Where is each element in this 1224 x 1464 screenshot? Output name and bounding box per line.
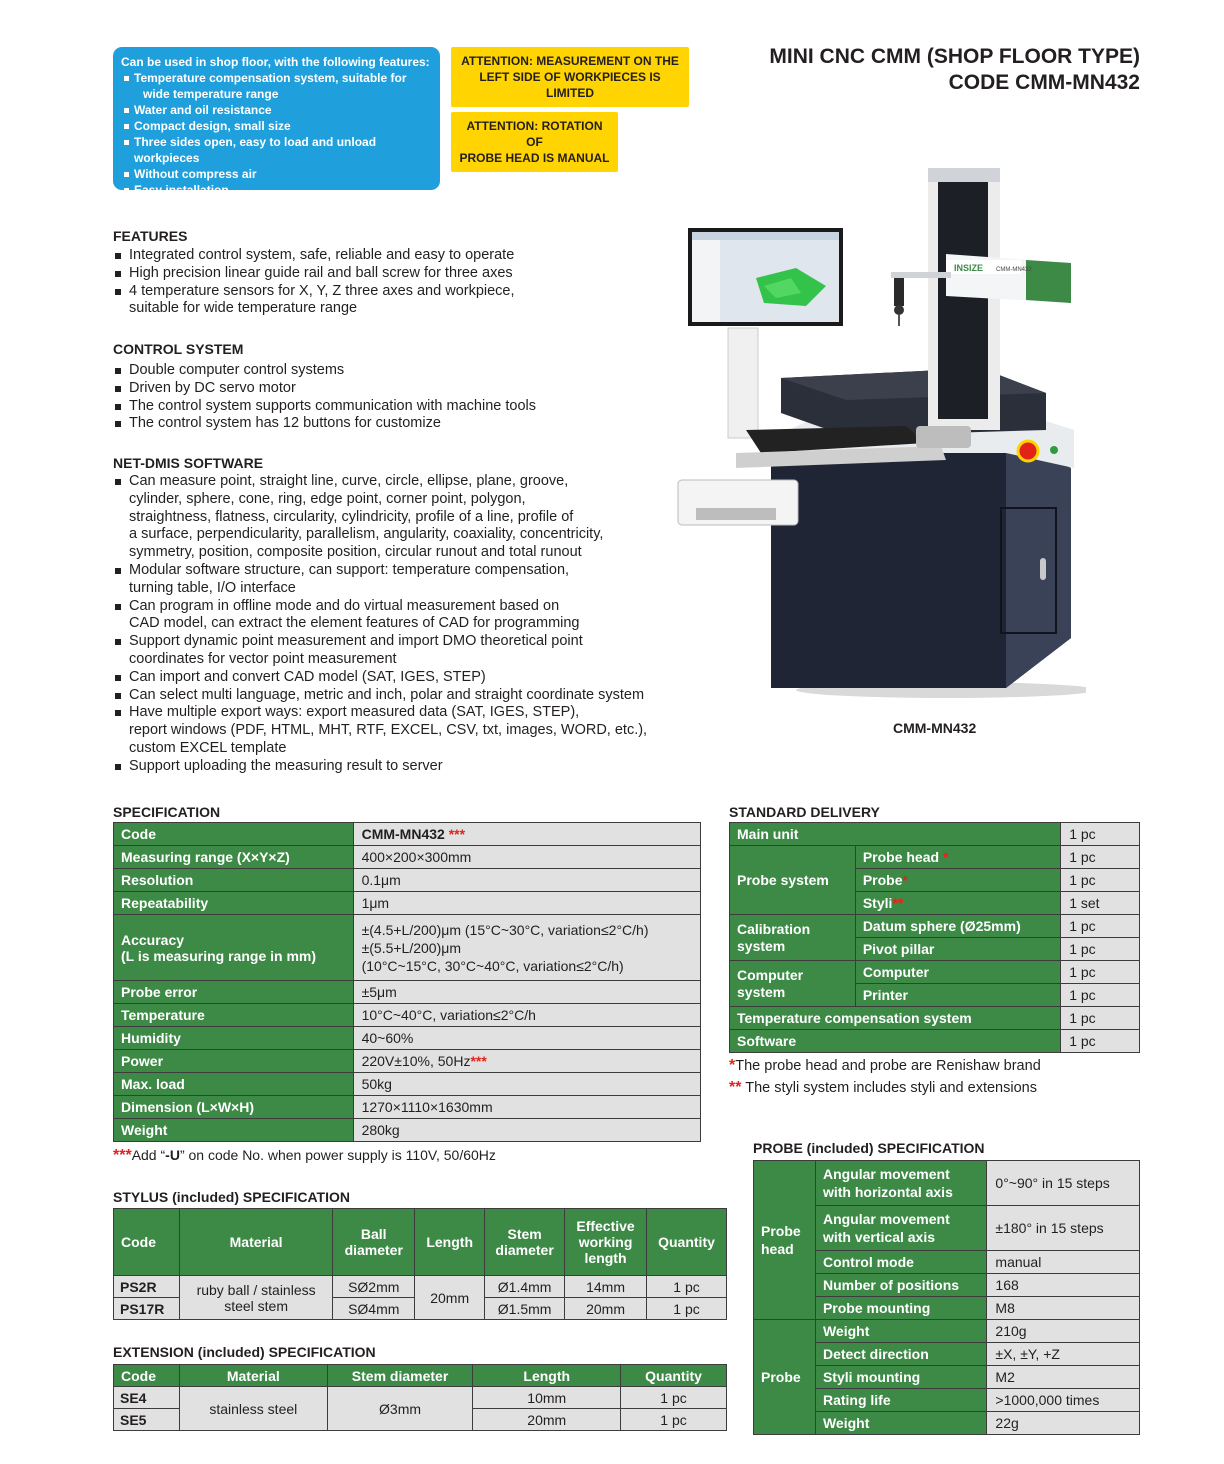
machine-caption: CMM-MN432 xyxy=(893,720,977,736)
delivery-notes xyxy=(729,1055,1041,1099)
table-row: Rating life >1000,000 times xyxy=(754,1389,1140,1412)
table-header-row: Code Material Stem diameter Length Quantity xyxy=(114,1365,727,1387)
cmm-machine-image xyxy=(676,168,1086,698)
list-item: The control system supports communication with machine tools xyxy=(113,398,673,416)
table-row: Styli** 1 set xyxy=(730,892,1140,915)
table-row: Number of positions 168 xyxy=(754,1274,1140,1297)
list-item: The control system has 12 buttons for customize xyxy=(113,415,673,433)
table-row: Humidity 40~60% xyxy=(114,1027,701,1050)
list-item: Modular software structure, can support: temperature compensation, turning table, I/O interface xyxy=(113,562,713,598)
table-row: Probe system Probe head * 1 pc xyxy=(730,846,1140,869)
table-row: Max. load 50kg xyxy=(114,1073,701,1096)
table-row: Probe error ±5μm xyxy=(114,981,701,1004)
table-row: Pivot pillar 1 pc xyxy=(730,938,1140,961)
shopfloor-item: Without compress air xyxy=(121,166,432,182)
table-row: SE5 20mm 1 pc xyxy=(114,1409,727,1431)
list-item: Have multiple export ways: export measured data (SAT, IGES, STEP), report windows (PDF, HTML, MHT, RTF, EXCEL, CSV, txt, images, WORD, etc.), custom EXCEL template xyxy=(113,704,713,757)
features-list xyxy=(113,247,673,318)
table-row: Main unit 1 pc xyxy=(730,823,1140,846)
table-row: Dimension (L×W×H) 1270×1110×1630mm xyxy=(114,1096,701,1119)
shopfloor-features-box xyxy=(113,47,440,197)
specification-heading: SPECIFICATION xyxy=(113,804,221,820)
table-row: Measuring range (X×Y×Z) 400×200×300mm xyxy=(114,846,701,869)
table-row: Probe head Angular movement with horizontal axis 0°~90° in 15 steps xyxy=(754,1161,1140,1206)
table-row: SE4 stainless steel Ø3mm 10mm 1 pc xyxy=(114,1387,727,1409)
table-row: Styli mounting M2 xyxy=(754,1366,1140,1389)
machine-model-label: CMM-MN432 xyxy=(996,267,1032,273)
table-row: Printer 1 pc xyxy=(730,984,1140,1007)
list-item: Double computer control systems xyxy=(113,362,673,380)
table-header-row: Code Material Ball diameter Length Stem diameter Effective working length Quantity xyxy=(114,1209,727,1276)
shopfloor-item: Temperature compensation system, suitable for wide temperature range xyxy=(121,70,432,102)
table-row: Code CMM-MN432 *** xyxy=(114,823,701,846)
table-row: Temperature compensation system 1 pc xyxy=(730,1007,1140,1030)
attention-rotation-box: ATTENTION: ROTATION OF PROBE HEAD IS MANUAL xyxy=(451,112,618,172)
table-row: Calibration system Datum sphere (Ø25mm) 1 pc xyxy=(730,915,1140,938)
table-row: Temperature 10°C~40°C, variation≤2°C/h xyxy=(114,1004,701,1027)
machine-brand-label: INSIZE xyxy=(954,263,984,273)
stylus-heading: STYLUS (included) SPECIFICATION xyxy=(113,1189,350,1205)
table-row: Angular movement with vertical axis ±180° in 15 steps xyxy=(754,1206,1140,1251)
table-row: PS17R SØ4mm Ø1.5mm 20mm 1 pc xyxy=(114,1298,727,1320)
list-item: Driven by DC servo motor xyxy=(113,380,673,398)
table-row: Software 1 pc xyxy=(730,1030,1140,1053)
specification-table xyxy=(113,822,701,1142)
list-item: Can import and convert CAD model (SAT, IGES, STEP) xyxy=(113,669,713,687)
features-heading: FEATURES xyxy=(113,228,188,244)
attention-measurement-box: ATTENTION: MEASUREMENT ON THE LEFT SIDE OF WORKPIECES IS LIMITED xyxy=(451,47,689,107)
table-row: Resolution 0.1μm xyxy=(114,869,701,892)
table-row: Weight 280kg xyxy=(114,1119,701,1142)
specification-note: ***Add “-U” on code No. when power supply is 110V, 50/60Hz xyxy=(113,1147,496,1164)
delivery-note-2: ** The styli system includes styli and extensions xyxy=(729,1079,1037,1096)
shopfloor-item: Compact design, small size xyxy=(121,118,432,134)
table-row: Accuracy (L is measuring range in mm) ±(4.5+L/200)μm (15°C~30°C, variation≤2°C/h) ±(5.5+L/200)μm (10°C~15°C, 30°C~40°C, variation≤2°C/h) xyxy=(114,915,701,981)
table-row: Probe* 1 pc xyxy=(730,869,1140,892)
list-item: Can program in offline mode and do virtual measurement based on CAD model, can extract the element features of CAD for programming xyxy=(113,598,713,634)
list-item: 4 temperature sensors for X, Y, Z three axes and workpiece, suitable for wide temperature range xyxy=(113,283,673,319)
list-item: Integrated control system, safe, reliable and easy to operate xyxy=(113,247,673,265)
table-row: Weight 22g xyxy=(754,1412,1140,1435)
list-item: Support dynamic point measurement and import DMO theoretical point coordinates for vector point measurement xyxy=(113,633,713,669)
table-row: Probe mounting M8 xyxy=(754,1297,1140,1320)
probe-spec-heading: PROBE (included) SPECIFICATION xyxy=(753,1140,985,1156)
delivery-table xyxy=(729,822,1140,1053)
delivery-note-1: *The probe head and probe are Renishaw brand xyxy=(729,1057,1041,1074)
shopfloor-item: Three sides open, easy to load and unload workpieces xyxy=(121,134,432,166)
shopfloor-item: Easy installation xyxy=(121,182,432,198)
list-item: High precision linear guide rail and ball screw for three axes xyxy=(113,265,673,283)
shopfloor-item: Water and oil resistance xyxy=(121,102,432,118)
table-row: Probe Weight 210g xyxy=(754,1320,1140,1343)
extension-heading: EXTENSION (included) SPECIFICATION xyxy=(113,1344,376,1360)
table-row: Repeatability 1μm xyxy=(114,892,701,915)
control-list xyxy=(113,362,673,433)
software-heading: NET-DMIS SOFTWARE xyxy=(113,455,264,471)
table-row: PS2R ruby ball / stainless steel stem SØ2mm 20mm Ø1.4mm 14mm 1 pc xyxy=(114,1276,727,1298)
list-item: Can select multi language, metric and inch, polar and straight coordinate system xyxy=(113,687,713,705)
software-list xyxy=(113,473,713,776)
table-row: Power 220V±10%, 50Hz*** xyxy=(114,1050,701,1073)
extension-table xyxy=(113,1364,727,1431)
probe-spec-table xyxy=(753,1160,1140,1435)
shopfloor-heading: Can be used in shop floor, with the following features: xyxy=(121,55,430,69)
list-item: Support uploading the measuring result to server xyxy=(113,758,713,776)
control-heading: CONTROL SYSTEM xyxy=(113,341,244,357)
table-row: Detect direction ±X, ±Y, +Z xyxy=(754,1343,1140,1366)
list-item: Can measure point, straight line, curve, circle, ellipse, plane, groove, cylinder, sphere, cone, ring, edge point, corner point, polygon, straightness, flatness, circularity, cylindricity, profile of a line, profile of a surface, perpendicularity, parallelism, angularity, coaxiality, concentricity, symmetry, position, composite position, circular runout and total runout xyxy=(113,473,713,562)
stylus-table xyxy=(113,1208,727,1320)
page-title: MINI CNC CMM (SHOP FLOOR TYPE) CODE CMM-MN432 xyxy=(769,45,1140,94)
delivery-heading: STANDARD DELIVERY xyxy=(729,804,880,820)
table-row: Control mode manual xyxy=(754,1251,1140,1274)
table-row: Computer system Computer 1 pc xyxy=(730,961,1140,984)
